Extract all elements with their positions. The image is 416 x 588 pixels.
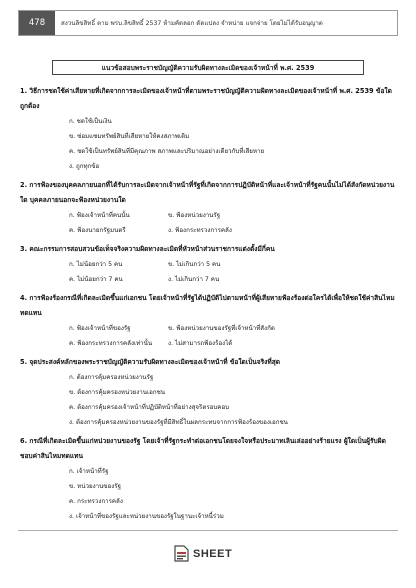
copyright-notice: สงวนลิขสิทธิ์ ตาม พรบ.ลิขสิทธิ์ 2537 ห้ามคัดลอก ดัดแปลง จำหน่าย แจกจ่าย โดยไม่ได้รับอนุญาต [61, 20, 323, 27]
question-1 [20, 84, 398, 174]
question-text: 3. คณะกรรมการสอบสวนข้อเท็จจริงความผิดทางละเมิดที่หัวหน้าส่วนราชการแต่งตั้งมีกี่คน [20, 245, 275, 253]
option-c: ค. ชดใช้เป็นทรัพย์สินที่มีคุณภาพ สภาพและปริมาณอย่างเดียวกับที่เสียหาย [69, 148, 265, 155]
option-c: ค. ต้องการคุ้มครองเจ้าหน้าที่ปฏิบัติหน้าที่อย่างสุจริตรอบคอบ [69, 404, 230, 411]
question-text: 4. การฟ้องร้องกรณีที่เกิดละเมิดขึ้นแก่เอกชน โดยเจ้าหน้าที่รัฐได้ปฏิบัติไปตามหน้าที่ผู้เสียหายฟ้องร้องต่อใครได้เพื่อให้ชดใช้ค่าสินไหมทดแทน [20, 294, 395, 317]
option-row [20, 272, 398, 287]
exam-title: แนวข้อสอบพระราชบัญญัติความรับผิดทางละเมิดของเจ้าหน้าที่ พ.ศ. 2539 [52, 60, 364, 75]
option-a: ก. ฟ้องเจ้าหน้าที่ของรัฐ [69, 325, 131, 332]
option-a: ก. ฟ้องเจ้าหน้าที่คนนั้น [69, 212, 130, 219]
logo-text: SHEET [193, 547, 233, 560]
option-row [20, 321, 398, 336]
question-list [20, 84, 398, 528]
option-d: ง. ถูกทุกข้อ [69, 163, 100, 170]
question-2 [20, 178, 398, 238]
option-b: ข. ฟ้องหน่วยงานรัฐ [168, 212, 221, 219]
question-text: 1. วิธีการชดใช้ค่าเสียหายที่เกิดจากการละเมิดของเจ้าหน้าที่ตามพระราชบัญญัติความผิดทางละเมิดของเจ้าหน้าที่ พ.ศ. 2539 ข้อใดถูกต้อง [20, 87, 392, 110]
sheet-logo-icon [174, 545, 189, 562]
option-row [20, 208, 398, 223]
option-c: ค. ฟ้องนายกรัฐมนตรี [69, 227, 126, 234]
page-header [18, 10, 398, 36]
option-b: ข. ต้องการคุ้มครองหน่วยงานเอกชน [69, 389, 166, 396]
option-row [20, 336, 398, 351]
question-text: 6. กรณีที่เกิดละเมิดขึ้นแก่หน่วยงานของรัฐ โดยเจ้าที่รัฐกระทำต่อเอกชนโดยจงใจหรือประมาทเลินเล่ออย่างร้ายแรง ผู้ใดเป็นผู้รับผิดชอบค่าสินไหมทดแทน [20, 437, 386, 460]
question-text: 2. การฟ้องของบุคคลภายนอกที่ได้รับการละเมิดจากเจ้าหน้าที่รัฐที่เกิดจากการปฏิบัติหน้าที่และเจ้าหน้าที่รัฐคนนั้นไม่ได้สังกัดหน่วยงานใด บุคคลภายนอกจะฟ้องหน่วยงานใด [20, 181, 395, 204]
option-c: ค. ฟ้องกระทรวงการคลังเท่านั้น [69, 340, 153, 347]
option-d: ง. เจ้าหน้าที่ของรัฐและหน่วยงานของรัฐในฐานะเจ้าหนี้ร่วม [69, 513, 224, 520]
option-b: ข. หน่วยงานของรัฐ [69, 483, 122, 490]
option-row [20, 257, 398, 272]
option-a: ก. ไม่น้อยกว่า 5 คน [69, 261, 123, 268]
question-6 [20, 434, 398, 524]
footer-divider [18, 530, 398, 531]
option-c: ค. ไม่น้อยกว่า 7 คน [69, 276, 123, 283]
option-row [20, 223, 398, 238]
option-b: ข. ไม่เกินกว่า 5 คน [168, 261, 221, 268]
page-number: 478 [19, 11, 55, 35]
option-b: ข. ฟ้องหน่วยงานของรัฐที่เจ้าหน้าที่สังกัด [168, 325, 275, 332]
option-a: ก. ต้องการคุ้มครองหน่วยงานรัฐ [69, 374, 154, 381]
option-d: ง. ไม่สามารถฟ้องร้องได้ [168, 340, 233, 347]
question-5 [20, 355, 398, 430]
question-3 [20, 242, 398, 287]
option-d: ง. ต้องการคุ้มครองหน่วยงานของรัฐที่มีสิทธิ์ในผลกระทบจากการฟ้องร้องของเอกชน [69, 419, 288, 426]
option-d: ง. ไม่เกินกว่า 7 คน [168, 276, 220, 283]
option-c: ค. กระทรวงการคลัง [69, 498, 123, 505]
option-a: ก. ชดใช้เป็นเงิน [69, 118, 112, 125]
footer-logo [174, 545, 232, 562]
question-4 [20, 291, 398, 351]
option-a: ก. เจ้าหน้าที่รัฐ [69, 468, 109, 475]
option-b: ข. ซ่อมแซมทรัพย์สินที่เสียหายให้คงสภาพเดิม [69, 133, 190, 140]
question-text: 5. จุดประสงค์หลักของพระราชบัญญัติความรับผิดทางละเมิดของเจ้าหน้าที่ ข้อใดเป็นจริงที่สุด [20, 358, 281, 366]
option-d: ง. ฟ้องกระทรวงการคลัง [168, 227, 232, 234]
